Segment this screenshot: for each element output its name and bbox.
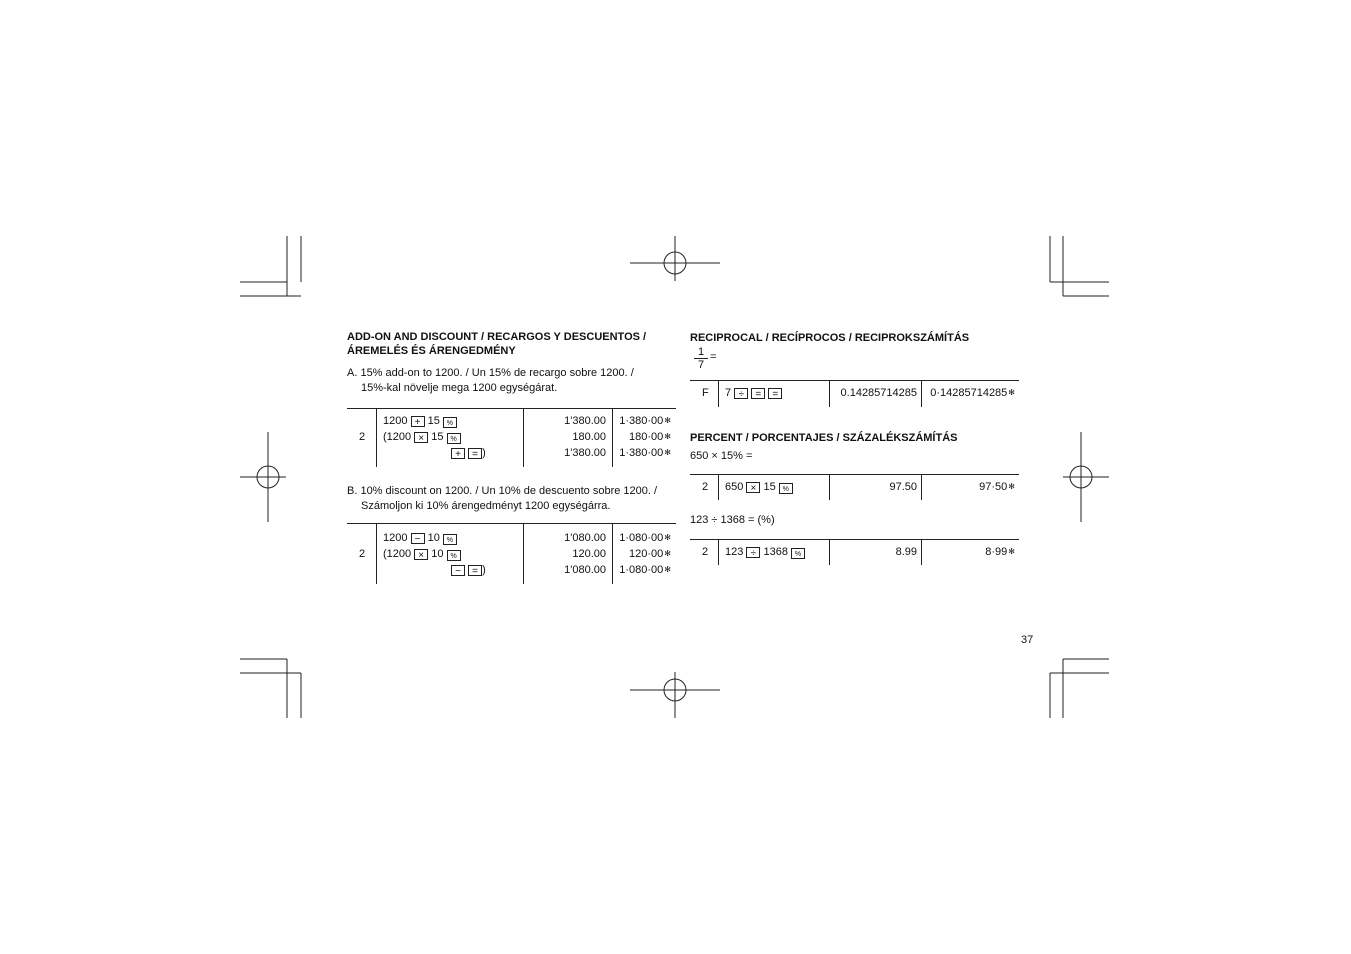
star-icon: ✻ <box>664 416 671 425</box>
keystroke-row: 650 × 15 % <box>725 479 793 495</box>
multiply-key-icon: × <box>414 549 428 560</box>
star-icon: ✻ <box>1008 482 1015 491</box>
keystroke-row: 1200 − 10 % <box>383 530 457 546</box>
percent-key-icon: % <box>447 433 461 444</box>
print-value: 120·00✻ <box>629 548 671 560</box>
multiply-key-icon: × <box>414 432 428 443</box>
mode-setting: F <box>702 387 709 399</box>
print-value: 180·00✻ <box>629 431 671 443</box>
display-value: 8.99 <box>895 546 917 558</box>
keystroke-row: − = ) <box>451 562 486 578</box>
percent-key-icon: % <box>443 417 457 428</box>
percent-table-1 <box>690 474 1019 500</box>
keystroke-row: 123 ÷ 1368 % <box>725 544 805 560</box>
star-icon: ✻ <box>664 432 671 441</box>
display-value: 1'380.00 <box>564 447 606 459</box>
equals-key-icon: = <box>768 388 782 399</box>
example-b-table <box>347 523 676 584</box>
example-a-table <box>347 408 676 467</box>
star-icon: ✻ <box>664 565 671 574</box>
star-icon: ✻ <box>664 549 671 558</box>
display-value: 120.00 <box>572 548 606 560</box>
fraction <box>694 346 708 372</box>
print-value: 1·080·00✻ <box>619 532 671 544</box>
percent-example-1: 650 × 15% = <box>690 450 753 462</box>
print-value: 8·99✻ <box>985 546 1015 558</box>
display-value: 1'380.00 <box>564 415 606 427</box>
multiply-key-icon: × <box>746 482 760 493</box>
print-value: 1·380·00✻ <box>619 415 671 427</box>
percent-key-icon: % <box>791 548 805 559</box>
display-value: 1'080.00 <box>564 564 606 576</box>
fraction-numerator: 1 <box>694 346 708 359</box>
star-icon: ✻ <box>664 533 671 542</box>
star-icon: ✻ <box>1008 547 1015 556</box>
keystroke-row: 1200 + 15 % <box>383 413 457 429</box>
minus-key-icon: − <box>411 533 425 544</box>
equals-key-icon: = <box>468 565 482 576</box>
star-icon: ✻ <box>664 448 671 457</box>
example-a-text <box>347 366 634 396</box>
equals-key-icon: = <box>468 448 482 459</box>
print-value: 1·380·00✻ <box>619 447 671 459</box>
print-value: 1·080·00✻ <box>619 564 671 576</box>
keystroke-row: + = ) <box>451 445 486 461</box>
mode-setting: 2 <box>359 431 366 443</box>
percent-heading: PERCENT / PORCENTAJES / SZÁZALÉKSZÁMÍTÁS <box>690 432 958 444</box>
addon-heading <box>347 330 646 358</box>
percent-table-2 <box>690 539 1019 565</box>
example-b-line2: Számoljon ki 10% árengedményt 1200 egységárra. <box>361 500 611 512</box>
mode-setting: 2 <box>359 548 366 560</box>
divide-key-icon: ÷ <box>746 547 760 558</box>
example-a-line2: 15%-kal növelje mega 1200 egységárat. <box>361 382 558 394</box>
keystroke-row: 7 ÷ = = <box>725 385 782 401</box>
mode-setting: 2 <box>702 481 709 493</box>
reciprocal-heading: RECIPROCAL / RECÍPROCOS / RECIPROKSZÁMÍTÁS <box>690 332 970 344</box>
print-value: 0·14285714285✻ <box>930 387 1015 399</box>
display-value: 97.50 <box>889 481 917 493</box>
addon-heading-line2: ÁREMELÉS ÉS ÁRENGEDMÉNY <box>347 345 516 357</box>
example-a-line1: A. 15% add-on to 1200. / Un 15% de recargo sobre 1200. / <box>347 367 634 379</box>
display-value: 180.00 <box>572 431 606 443</box>
percent-key-icon: % <box>779 483 793 494</box>
reciprocal-table <box>690 380 1019 407</box>
keystroke-row: (1200 × 10 % <box>383 546 461 562</box>
fraction-equals: = <box>710 351 717 363</box>
mode-setting: 2 <box>702 546 709 558</box>
display-value: 1'080.00 <box>564 532 606 544</box>
percent-key-icon: % <box>443 534 457 545</box>
percent-example-2: 123 ÷ 1368 = (%) <box>690 514 775 526</box>
example-b-text <box>347 484 657 514</box>
plus-key-icon: + <box>411 416 425 427</box>
star-icon: ✻ <box>1008 388 1015 397</box>
page-number: 37 <box>1021 634 1034 646</box>
keystroke-row: (1200 × 15 % <box>383 429 461 445</box>
print-value: 97·50✻ <box>979 481 1015 493</box>
fraction-denominator: 7 <box>697 359 705 371</box>
example-b-line1: B. 10% discount on 1200. / Un 10% de descuento sobre 1200. / <box>347 485 658 497</box>
addon-heading-line1: ADD-ON AND DISCOUNT / RECARGOS Y DESCUENTOS / <box>347 331 647 343</box>
plus-key-icon: + <box>451 448 465 459</box>
equals-key-icon: = <box>751 388 765 399</box>
percent-key-icon: % <box>447 550 461 561</box>
minus-key-icon: − <box>451 565 465 576</box>
divide-key-icon: ÷ <box>734 388 748 399</box>
display-value: 0.14285714285 <box>840 387 917 399</box>
